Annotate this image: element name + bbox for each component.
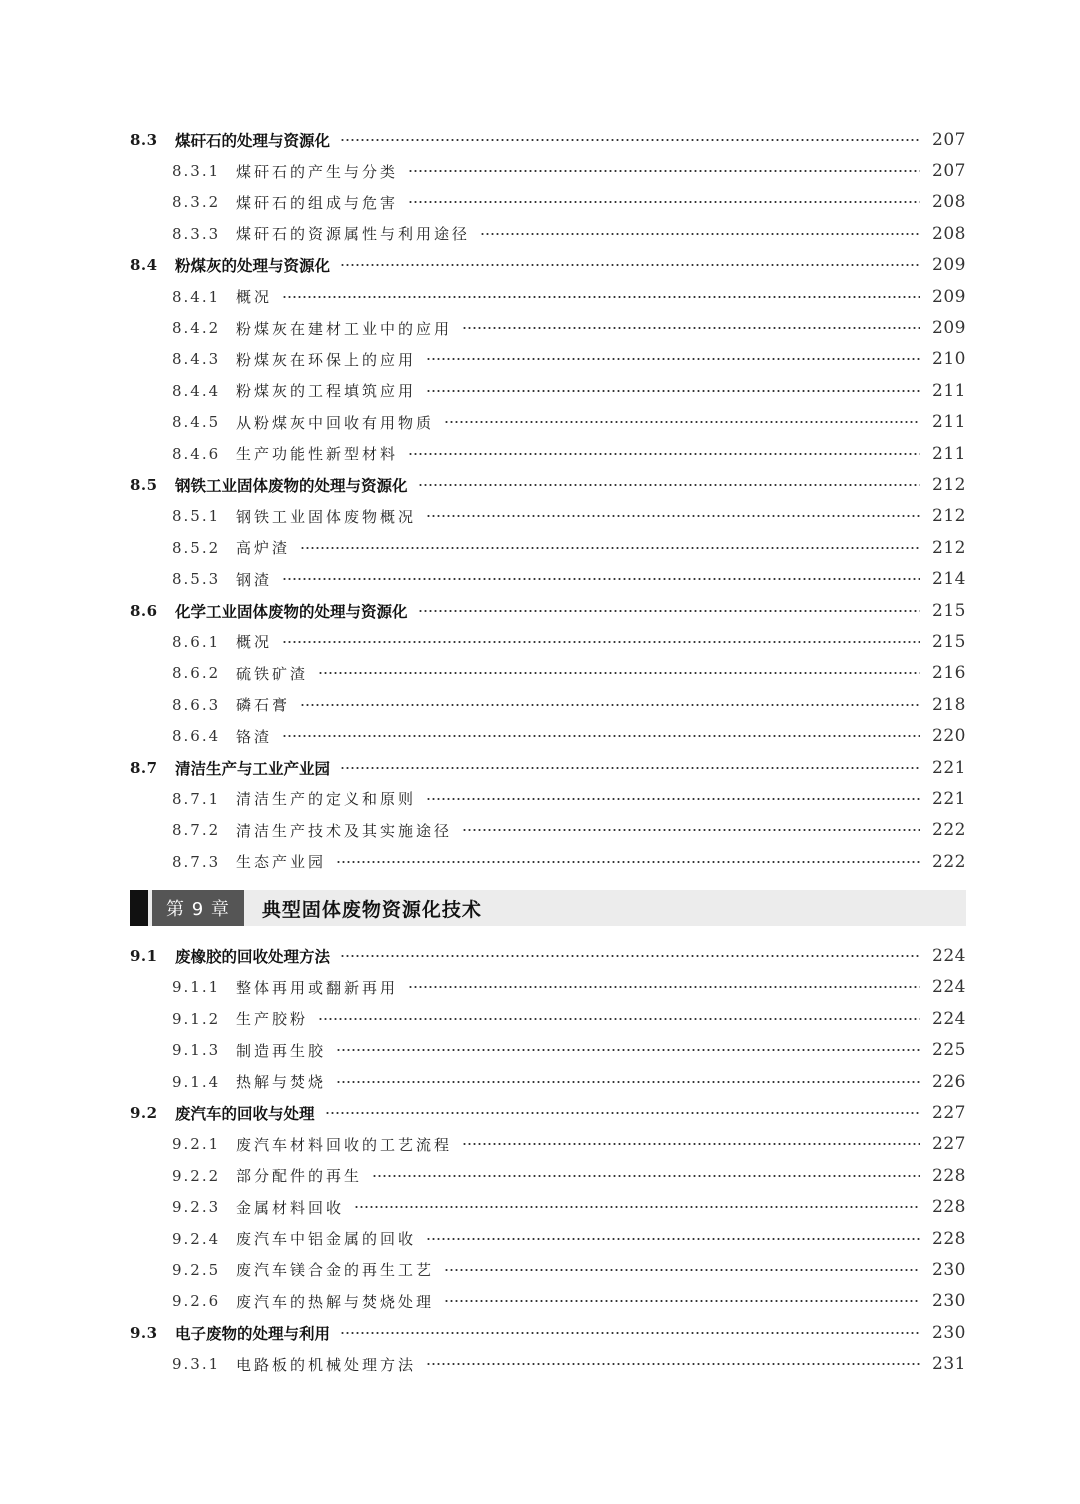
entry-number: 9.2.3 [172, 1198, 221, 1217]
entry-page-number: 228 [932, 1165, 966, 1186]
toc-subsection-entry[interactable] [172, 281, 966, 312]
entry-title: 煤矸石的组成与危害 [236, 193, 399, 212]
entry-number: 8.6 [130, 601, 158, 620]
dot-leader [426, 390, 920, 392]
entry-title: 煤矸石的资源属性与利用途径 [236, 225, 471, 244]
toc-subsection-entry[interactable] [172, 689, 966, 720]
entry-number: 9.1.1 [172, 978, 221, 997]
dot-leader [300, 704, 920, 706]
dot-leader [336, 1049, 920, 1051]
toc-section-entry[interactable] [130, 124, 966, 155]
dot-leader [462, 1143, 920, 1145]
entry-number: 9.2.4 [172, 1229, 221, 1248]
dot-leader [444, 1269, 920, 1271]
toc-subsection-entry[interactable] [172, 187, 966, 218]
entry-page-number: 212 [932, 506, 966, 527]
table-of-contents [0, 124, 1080, 1380]
entry-page-number: 214 [932, 569, 966, 590]
entry-number: 9.1.2 [172, 1009, 221, 1028]
entry-page-number: 215 [932, 600, 966, 621]
entry-title: 电路板的机械处理方法 [236, 1355, 417, 1374]
dot-leader [408, 170, 920, 172]
entry-number: 8.4 [130, 256, 158, 275]
entry-number: 8.3 [130, 130, 158, 149]
dot-leader [354, 1206, 920, 1208]
entry-title: 生产功能性新型材料 [236, 445, 399, 464]
dot-leader [340, 767, 920, 769]
entry-title: 废汽车中铝金属的回收 [236, 1230, 417, 1249]
toc-subsection-entry[interactable] [172, 720, 966, 751]
entry-page-number: 222 [932, 851, 966, 872]
dot-leader [408, 201, 920, 203]
entry-title: 煤矸石的产生与分类 [236, 162, 399, 181]
toc-subsection-entry[interactable] [172, 1192, 966, 1223]
entry-number: 8.5.1 [172, 507, 221, 526]
entry-page-number: 209 [932, 318, 966, 339]
entry-title: 硫铁矿渣 [236, 664, 309, 683]
entry-title: 概况 [236, 633, 273, 652]
dot-leader [282, 735, 920, 737]
entry-title: 废橡胶的回收处理方法 [175, 948, 331, 967]
dot-leader [480, 233, 920, 235]
entry-number: 8.4.3 [172, 350, 221, 369]
entry-number: 8.4.6 [172, 444, 221, 463]
dot-leader [318, 672, 920, 674]
toc-subsection-entry[interactable] [172, 972, 966, 1003]
entry-title: 废汽车的回收与处理 [175, 1105, 315, 1124]
dot-leader [336, 1081, 920, 1083]
chapter-title: 典型固体废物资源化技术 [261, 898, 482, 921]
entry-page-number: 210 [932, 349, 966, 370]
entry-page-number: 215 [932, 631, 966, 652]
dot-leader [318, 1018, 920, 1020]
entry-number: 8.5 [130, 475, 158, 494]
entry-title: 从粉煤灰中回收有用物质 [236, 413, 435, 432]
entry-number: 9.2.1 [172, 1135, 221, 1154]
toc-subsection-entry[interactable] [172, 407, 966, 438]
entry-title: 清洁生产技术及其实施途径 [236, 821, 453, 840]
dot-leader [336, 861, 920, 863]
entry-title: 电子废物的处理与利用 [175, 1324, 331, 1343]
toc-subsection-entry[interactable] [172, 1348, 966, 1379]
entry-title: 钢铁工业固体废物的处理与资源化 [175, 476, 408, 495]
entry-page-number: 227 [932, 1103, 966, 1124]
toc-subsection-entry[interactable] [172, 155, 966, 186]
entry-number: 8.7.1 [172, 789, 221, 808]
entry-title: 煤矸石的处理与资源化 [175, 131, 331, 150]
entry-page-number: 211 [932, 412, 966, 433]
entry-number: 8.3.1 [172, 162, 221, 181]
entry-page-number: 212 [932, 474, 966, 495]
entry-number: 9.1 [130, 947, 158, 966]
entry-title: 金属材料回收 [236, 1198, 345, 1217]
entry-title: 清洁生产的定义和原则 [236, 790, 417, 809]
toc-subsection-entry[interactable] [172, 815, 966, 846]
entry-number: 8.4.4 [172, 381, 221, 400]
entry-page-number: 216 [932, 663, 966, 684]
entry-page-number: 221 [932, 757, 966, 778]
entry-page-number: 208 [932, 192, 966, 213]
entry-title: 高炉渣 [236, 539, 291, 558]
toc-subsection-entry[interactable] [172, 1129, 966, 1160]
entry-title: 粉煤灰在环保上的应用 [236, 350, 417, 369]
entry-title: 磷石膏 [236, 696, 291, 715]
entry-number: 8.3.3 [172, 224, 221, 243]
entry-title: 钢渣 [236, 570, 273, 589]
dot-leader [418, 484, 921, 486]
entry-title: 整体再用或翻新再用 [236, 978, 399, 997]
entry-title: 铬渣 [236, 727, 273, 746]
toc-subsection-entry[interactable] [172, 532, 966, 563]
toc-subsection-entry[interactable] [172, 501, 966, 532]
entry-number: 9.3.1 [172, 1355, 221, 1374]
entry-title: 化学工业固体废物的处理与资源化 [175, 602, 408, 621]
entry-number: 8.7.2 [172, 821, 221, 840]
dot-leader [300, 547, 920, 549]
dot-leader [340, 955, 920, 957]
toc-subsection-entry[interactable] [172, 218, 966, 249]
entry-number: 9.2.6 [172, 1292, 221, 1311]
toc-section-entry[interactable] [130, 469, 966, 500]
dot-leader [426, 1363, 920, 1365]
entry-number: 8.4.5 [172, 413, 221, 432]
dot-leader [462, 327, 920, 329]
entry-title: 制造再生胶 [236, 1041, 327, 1060]
entry-page-number: 209 [932, 286, 966, 307]
entry-number: 9.2.2 [172, 1166, 221, 1185]
dot-leader [444, 1300, 920, 1302]
entry-number: 8.4.1 [172, 287, 221, 306]
chapter-heading [130, 890, 966, 926]
toc-subsection-entry[interactable] [172, 438, 966, 469]
entry-page-number: 218 [932, 694, 966, 715]
dot-leader [408, 986, 920, 988]
entry-page-number: 207 [932, 161, 966, 182]
dot-leader [340, 264, 920, 266]
dot-leader [282, 296, 920, 298]
entry-number: 8.6.3 [172, 695, 221, 714]
chapter-bar [130, 890, 148, 926]
dot-leader [426, 358, 920, 360]
entry-page-number: 230 [932, 1322, 966, 1343]
entry-title: 生产胶粉 [236, 1010, 309, 1029]
dot-leader [426, 798, 920, 800]
entry-number: 8.6.2 [172, 664, 221, 683]
entry-page-number: 228 [932, 1197, 966, 1218]
dot-leader [462, 829, 920, 831]
dot-leader [340, 139, 920, 141]
entry-number: 8.4.2 [172, 319, 221, 338]
entry-title: 部分配件的再生 [236, 1167, 363, 1186]
toc-section-entry[interactable] [130, 1317, 966, 1348]
toc-subsection-entry[interactable] [172, 783, 966, 814]
toc-subsection-entry[interactable] [172, 846, 966, 877]
entry-number: 8.7 [130, 758, 158, 777]
toc-subsection-entry[interactable] [172, 1160, 966, 1191]
toc-subsection-entry[interactable] [172, 658, 966, 689]
entry-number: 9.3 [130, 1323, 158, 1342]
entry-number: 9.2.5 [172, 1260, 221, 1279]
toc-subsection-entry[interactable] [172, 626, 966, 657]
dot-leader [444, 421, 920, 423]
toc-subsection-entry[interactable] [172, 563, 966, 594]
entry-number: 8.6.1 [172, 632, 221, 651]
dot-leader [282, 578, 920, 580]
entry-page-number: 228 [932, 1228, 966, 1249]
entry-page-number: 230 [932, 1291, 966, 1312]
toc-subsection-entry[interactable] [172, 312, 966, 343]
entry-title: 粉煤灰的处理与资源化 [175, 257, 331, 276]
entry-title: 粉煤灰的工程填筑应用 [236, 382, 417, 401]
entry-number: 9.1.3 [172, 1041, 221, 1060]
entry-page-number: 224 [932, 946, 966, 967]
entry-page-number: 207 [932, 129, 966, 150]
entry-number: 8.3.2 [172, 193, 221, 212]
entry-page-number: 220 [932, 726, 966, 747]
dot-leader [408, 453, 920, 455]
entry-title: 粉煤灰在建材工业中的应用 [236, 319, 453, 338]
entry-page-number: 225 [932, 1040, 966, 1061]
toc-section-entry[interactable] [130, 595, 966, 626]
entry-page-number: 211 [932, 443, 966, 464]
toc-section-entry[interactable] [130, 752, 966, 783]
entry-number: 8.5.3 [172, 570, 221, 589]
toc-section-entry[interactable] [130, 250, 966, 281]
entry-title: 概况 [236, 288, 273, 307]
toc-section-entry[interactable] [130, 940, 966, 971]
entry-title: 废汽车材料回收的工艺流程 [236, 1135, 453, 1154]
entry-page-number: 211 [932, 380, 966, 401]
entry-title: 生态产业园 [236, 853, 327, 872]
toc-subsection-entry[interactable] [172, 1003, 966, 1034]
entry-number: 8.5.2 [172, 538, 221, 557]
entry-number: 8.7.3 [172, 852, 221, 871]
entry-title: 钢铁工业固体废物概况 [236, 507, 417, 526]
entry-page-number: 209 [932, 255, 966, 276]
entry-title: 废汽车的热解与焚烧处理 [236, 1292, 435, 1311]
toc-subsection-entry[interactable] [172, 375, 966, 406]
entry-title: 清洁生产与工业产业园 [175, 759, 331, 778]
entry-page-number: 224 [932, 1008, 966, 1029]
dot-leader [340, 1332, 920, 1334]
entry-page-number: 230 [932, 1259, 966, 1280]
entry-page-number: 226 [932, 1071, 966, 1092]
entry-page-number: 231 [932, 1354, 966, 1375]
entry-number: 9.2 [130, 1104, 158, 1123]
entry-page-number: 212 [932, 537, 966, 558]
toc-subsection-entry[interactable] [172, 1223, 966, 1254]
dot-leader [418, 610, 921, 612]
chapter-label: 第 9 章 [152, 890, 244, 926]
dot-leader [426, 1238, 920, 1240]
dot-leader [282, 641, 920, 643]
entry-title: 热解与焚烧 [236, 1073, 327, 1092]
entry-page-number: 227 [932, 1134, 966, 1155]
toc-subsection-entry[interactable] [172, 344, 966, 375]
dot-leader [426, 515, 920, 517]
entry-page-number: 224 [932, 977, 966, 998]
toc-subsection-entry[interactable] [172, 1254, 966, 1285]
toc-subsection-entry[interactable] [172, 1035, 966, 1066]
entry-page-number: 208 [932, 223, 966, 244]
entry-title: 废汽车镁合金的再生工艺 [236, 1261, 435, 1280]
entry-number: 9.1.4 [172, 1072, 221, 1091]
entry-page-number: 222 [932, 820, 966, 841]
dot-leader [325, 1112, 921, 1114]
dot-leader [372, 1175, 920, 1177]
toc-section-entry[interactable] [130, 1097, 966, 1128]
toc-subsection-entry[interactable] [172, 1286, 966, 1317]
entry-number: 8.6.4 [172, 727, 221, 746]
entry-page-number: 221 [932, 788, 966, 809]
toc-subsection-entry[interactable] [172, 1066, 966, 1097]
